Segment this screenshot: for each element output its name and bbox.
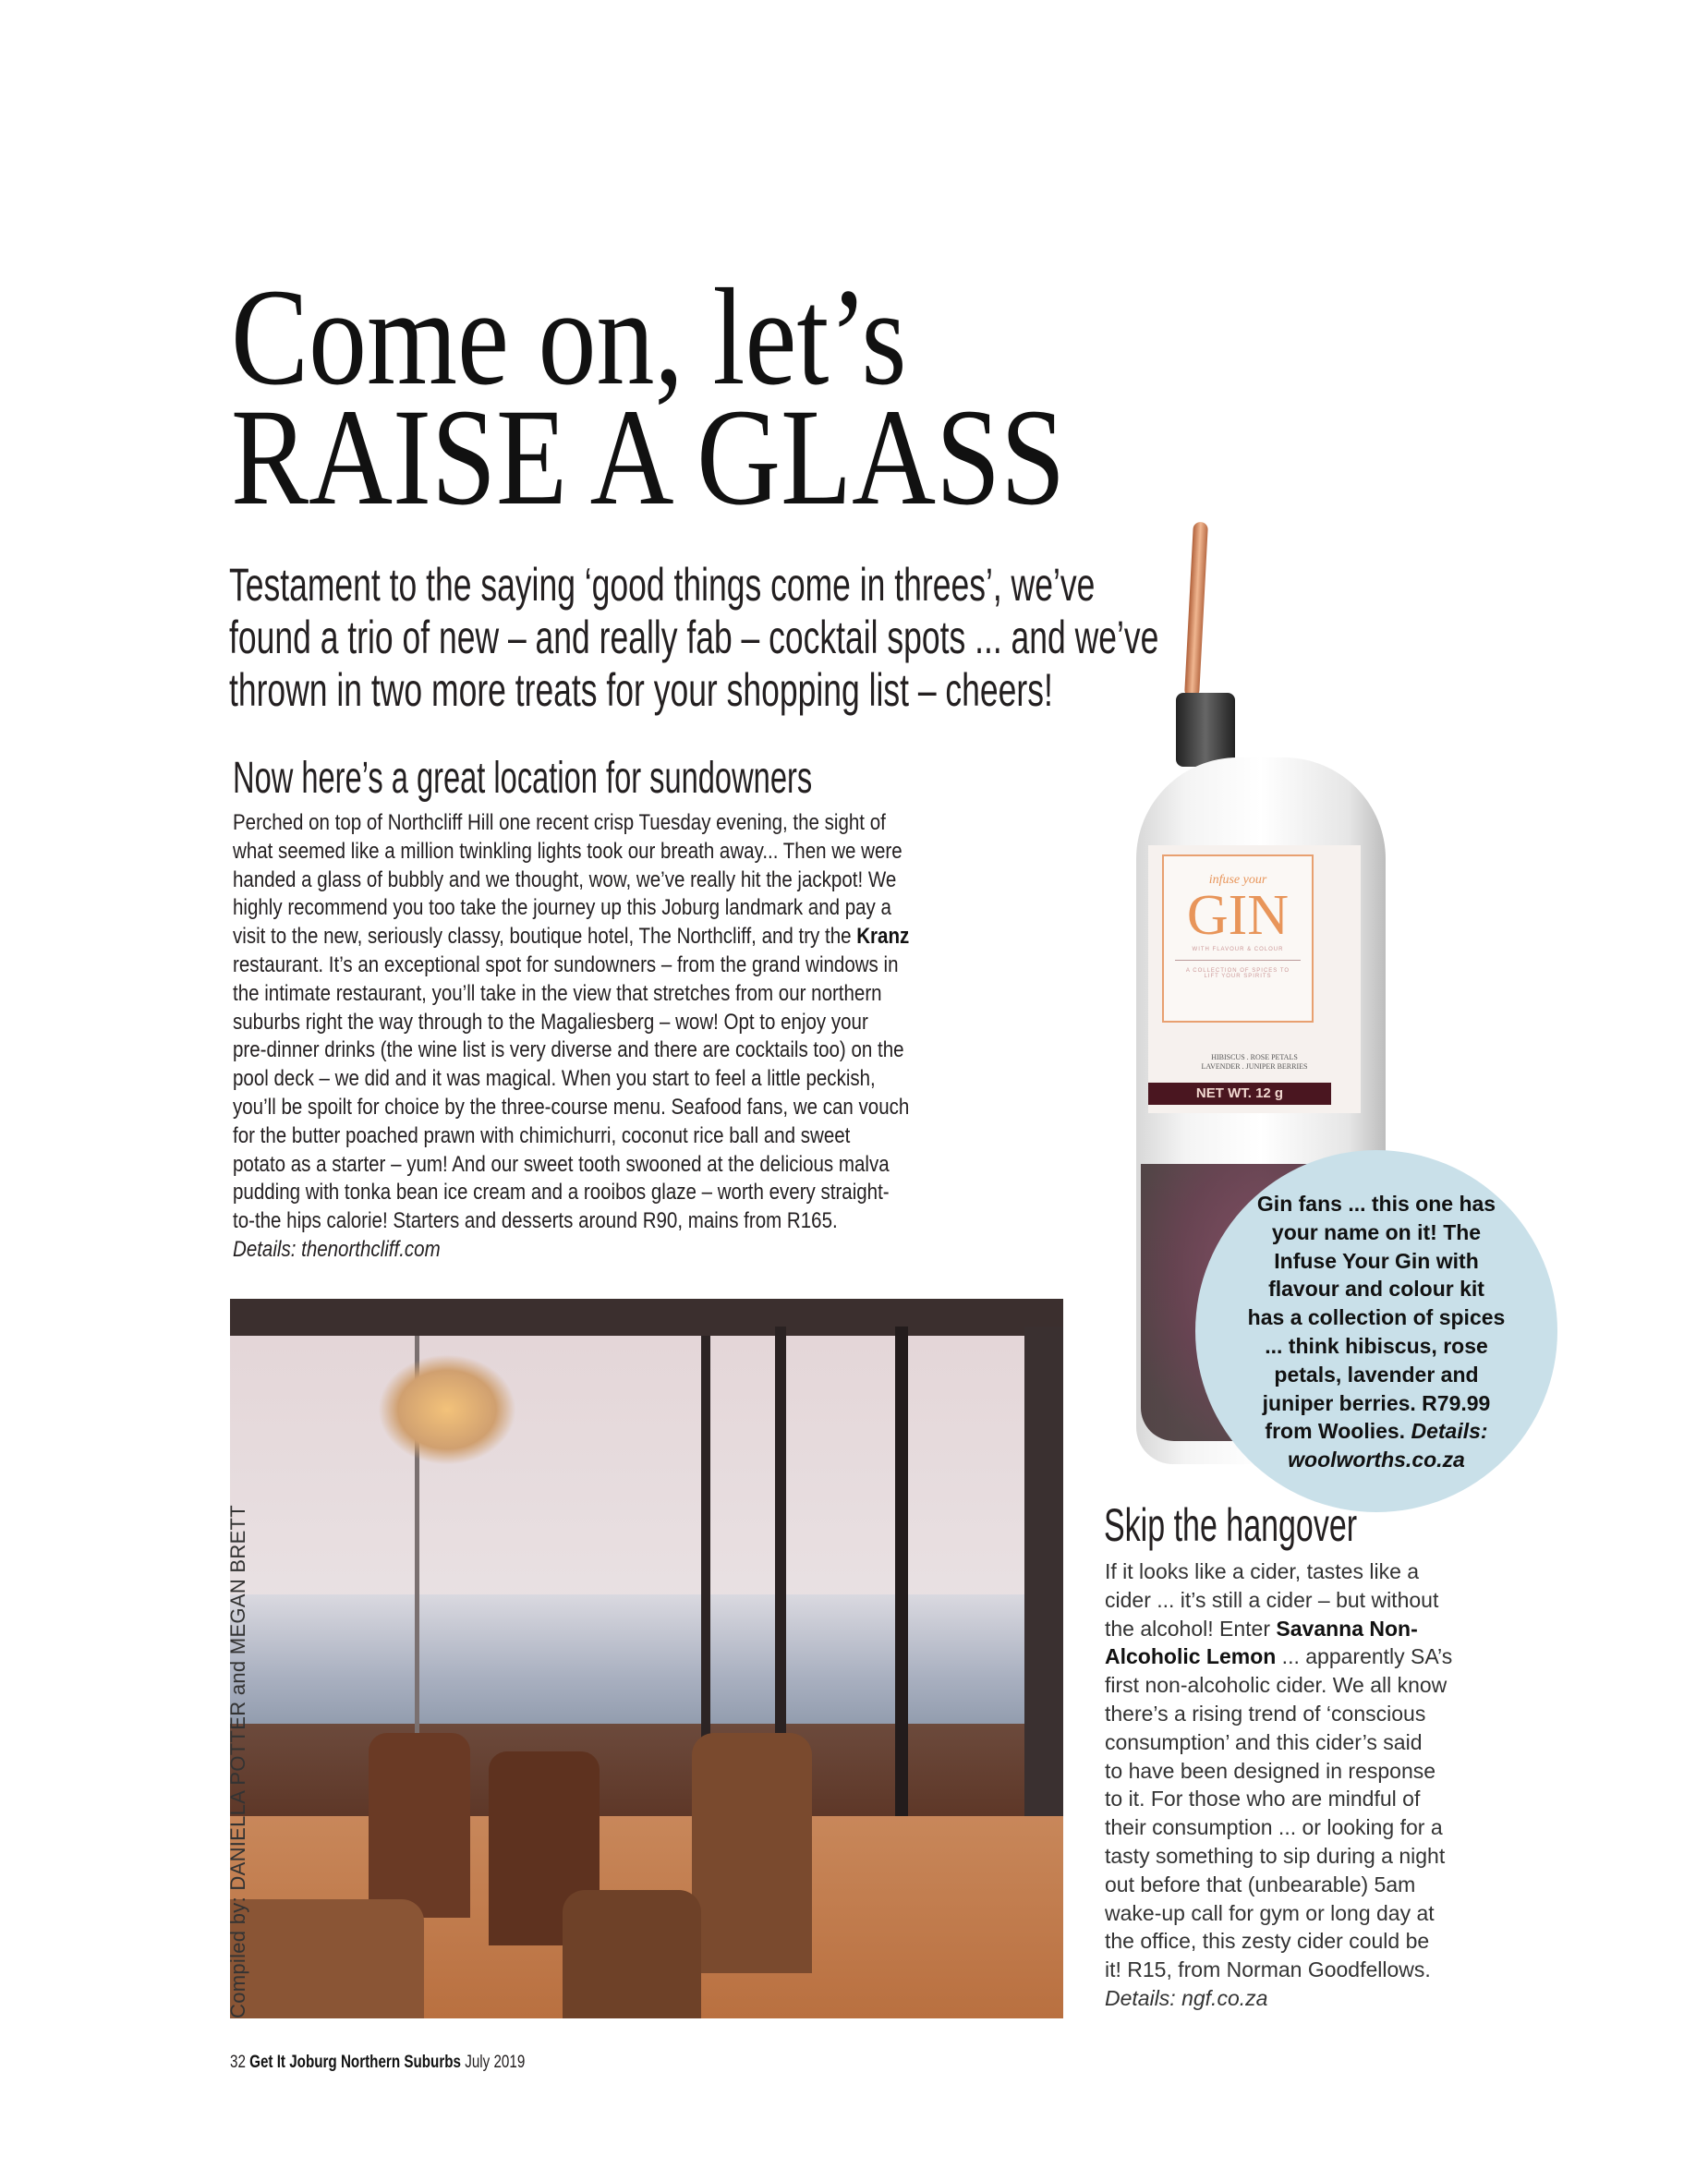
italic-text: Details: thenorthcliff.com bbox=[233, 1236, 441, 1262]
text-line bbox=[233, 838, 909, 866]
text-line bbox=[1105, 1984, 1452, 2013]
restaurant-photo bbox=[230, 1299, 1063, 2018]
text-line bbox=[233, 1151, 909, 1180]
text-line bbox=[233, 1065, 909, 1094]
gin-callout-text bbox=[1195, 1190, 1557, 1474]
text-run: their consumption ... or looking for a bbox=[1105, 1815, 1443, 1840]
text-line bbox=[1105, 1586, 1452, 1615]
text-line bbox=[1195, 1218, 1557, 1247]
text-run: Gin fans ... this one has bbox=[1256, 1192, 1496, 1216]
text-run: consumption’ and this cider’s said bbox=[1105, 1729, 1423, 1754]
text-run: for the butter poached prawn with chimichurri, coconut rice ball and sweet bbox=[233, 1122, 851, 1148]
text-run: there’s a rising trend of ‘conscious bbox=[1105, 1701, 1426, 1726]
article-body-hangover bbox=[1105, 1557, 1452, 2013]
text-run: the office, this zesty cider could be bbox=[1105, 1929, 1430, 1954]
text-line bbox=[233, 1179, 909, 1207]
text-line bbox=[1105, 1671, 1452, 1700]
text-line bbox=[233, 1207, 909, 1236]
text-line bbox=[1105, 1728, 1452, 1757]
pourer-spout bbox=[1184, 522, 1208, 698]
text-line bbox=[233, 1009, 909, 1037]
italic-text: woolworths.co.za bbox=[1288, 1448, 1465, 1472]
bold-text: Alcoholic Lemon bbox=[1105, 1644, 1277, 1669]
label-tagline: WITH FLAVOUR & COLOUR bbox=[1192, 947, 1284, 952]
text-run: ... apparently SA’s bbox=[1276, 1644, 1453, 1669]
text-line bbox=[233, 951, 909, 980]
text-run: it! R15, from Norman Goodfellows. bbox=[1105, 1957, 1431, 1982]
text-line bbox=[233, 923, 909, 951]
text-line bbox=[1105, 1615, 1452, 1643]
italic-text: Details: ngf.co.za bbox=[1105, 1985, 1268, 2010]
intro-line: Testament to the saying ‘good things come in threes’, we’ve bbox=[229, 559, 1096, 611]
headline-line-1: Come on, let’s bbox=[231, 261, 907, 414]
text-line bbox=[1105, 1899, 1452, 1928]
gin-label bbox=[1148, 845, 1361, 1113]
text-run: the alcohol! Enter bbox=[1105, 1616, 1277, 1641]
text-line bbox=[1105, 1842, 1452, 1871]
text-line bbox=[1195, 1446, 1557, 1474]
text-run: you’ll be spoilt for choice by the three-course menu. Seafood fans, we can vouch bbox=[233, 1094, 910, 1120]
text-line bbox=[233, 1122, 909, 1151]
text-run: visit to the new, seriously classy, boutique hotel, The Northcliff, and try the bbox=[233, 924, 857, 950]
text-line bbox=[1195, 1190, 1557, 1218]
label-collection: A COLLECTION OF SPICES TO LIFT YOUR SPIRITS bbox=[1185, 968, 1290, 979]
chandelier bbox=[378, 1354, 516, 1465]
text-run: your name on it! The bbox=[1271, 1219, 1482, 1244]
text-line bbox=[1195, 1332, 1557, 1361]
label-ingredients: HIBISCUS . ROSE PETALS bbox=[1211, 1053, 1298, 1061]
page-number: 32 bbox=[230, 2053, 246, 2072]
text-run: wake-up call for gym or long day at bbox=[1105, 1900, 1435, 1925]
text-line bbox=[1105, 1557, 1452, 1586]
text-line bbox=[233, 1236, 909, 1265]
text-run: to-the hips calorie! Starters and desserts around R90, mains from R165. bbox=[233, 1208, 838, 1234]
text-line bbox=[233, 1094, 909, 1122]
text-line bbox=[1105, 1785, 1452, 1813]
text-line bbox=[1195, 1247, 1557, 1276]
text-run: petals, lavender and bbox=[1274, 1362, 1479, 1387]
intro-line: thrown in two more treats for your shopping list – cheers! bbox=[229, 664, 1053, 716]
text-line bbox=[1105, 1813, 1452, 1842]
text-run: Perched on top of Northcliff Hill one recent crisp Tuesday evening, the sight of bbox=[233, 810, 886, 835]
italic-text: Details: bbox=[1411, 1419, 1488, 1444]
text-run: to it. For those who are mindful of bbox=[1105, 1787, 1421, 1811]
text-line bbox=[233, 894, 909, 923]
text-run: the intimate restaurant, you’ll take in the view that stretches from our northern bbox=[233, 980, 882, 1006]
page-footer bbox=[230, 2053, 525, 2073]
text-line bbox=[233, 866, 909, 895]
text-run: pool deck – we did and it was magical. When you start to feel a little peckish, bbox=[233, 1066, 876, 1092]
text-line bbox=[233, 809, 909, 838]
text-line bbox=[1105, 1757, 1452, 1786]
text-line bbox=[1105, 1927, 1452, 1956]
text-line bbox=[1195, 1275, 1557, 1303]
text-line bbox=[233, 1036, 909, 1065]
intro-line: found a trio of new – and really fab – cocktail spots ... and we’ve bbox=[229, 612, 1159, 663]
text-run: suburbs right the way through to the Magaliesberg – wow! Opt to enjoy your bbox=[233, 1009, 868, 1035]
article-heading-hangover: Skip the hangover bbox=[1104, 1499, 1358, 1551]
text-run: handed a glass of bubbly and we thought, wow, we’ve really hit the jackpot! We bbox=[233, 866, 897, 892]
text-line bbox=[1195, 1361, 1557, 1389]
bold-text: Savanna Non- bbox=[1276, 1616, 1418, 1641]
text-run: cider ... it’s still a cider – but without bbox=[1105, 1587, 1439, 1612]
text-run: to have been designed in response bbox=[1105, 1758, 1436, 1783]
text-line bbox=[1105, 1956, 1452, 1984]
text-run: juniper berries. R79.99 bbox=[1262, 1390, 1491, 1415]
text-run: pudding with tonka bean ice cream and a rooibos glaze – worth every straight- bbox=[233, 1180, 890, 1206]
label-ingredients: LAVENDER . JUNIPER BERRIES bbox=[1201, 1062, 1308, 1071]
article-heading-sundowners: Now here’s a great location for sundowners bbox=[233, 754, 813, 803]
text-run: out before that (unbearable) 5am bbox=[1105, 1872, 1416, 1896]
label-script: infuse your bbox=[1208, 873, 1267, 887]
article-body-sundowners bbox=[233, 809, 1024, 1265]
text-line bbox=[1195, 1389, 1557, 1418]
text-run: pre-dinner drinks (the wine list is very diverse and there are cocktails too) on the bbox=[233, 1037, 904, 1063]
text-run: first non-alcoholic cider. We all know bbox=[1105, 1673, 1448, 1698]
issue-date: July 2019 bbox=[465, 2053, 526, 2072]
text-run: restaurant. It’s an exceptional spot for sundowners – from the grand windows in bbox=[233, 951, 899, 977]
text-run: what seemed like a million twinkling lights took our breath away... Then we were bbox=[233, 838, 902, 864]
bold-text: Kranz bbox=[856, 924, 910, 950]
text-run: If it looks like a cider, tastes like a bbox=[1105, 1559, 1420, 1583]
text-line bbox=[1195, 1417, 1557, 1446]
label-brand: GIN bbox=[1186, 884, 1290, 947]
label-net-weight: NET WT. 12 g bbox=[1148, 1083, 1331, 1105]
text-run: highly recommend you too take the journey up this Joburg landmark and pay a bbox=[233, 895, 891, 921]
text-line bbox=[1195, 1303, 1557, 1332]
text-line bbox=[233, 980, 909, 1009]
text-run: potato as a starter – yum! And our sweet tooth swooned at the delicious malva bbox=[233, 1151, 890, 1177]
text-run: ... think hibiscus, rose bbox=[1265, 1333, 1488, 1358]
text-run: tasty something to sip during a night bbox=[1105, 1843, 1446, 1868]
text-run: from Woolies. bbox=[1265, 1419, 1411, 1444]
text-run: has a collection of spices bbox=[1247, 1305, 1506, 1330]
publication-name: Get It Joburg Northern Suburbs bbox=[249, 2053, 461, 2072]
headline-line-2: RAISE A GLASS bbox=[231, 381, 1066, 534]
text-run: Infuse Your Gin with bbox=[1274, 1248, 1479, 1273]
text-line bbox=[1105, 1642, 1452, 1671]
text-line bbox=[1105, 1871, 1452, 1899]
gin-callout-bubble bbox=[1195, 1150, 1557, 1512]
text-line bbox=[1105, 1700, 1452, 1728]
text-run: flavour and colour kit bbox=[1268, 1277, 1484, 1302]
photo-credit: Compiled by: DANIELLA POTTER and MEGAN BRETT bbox=[226, 1504, 249, 2018]
